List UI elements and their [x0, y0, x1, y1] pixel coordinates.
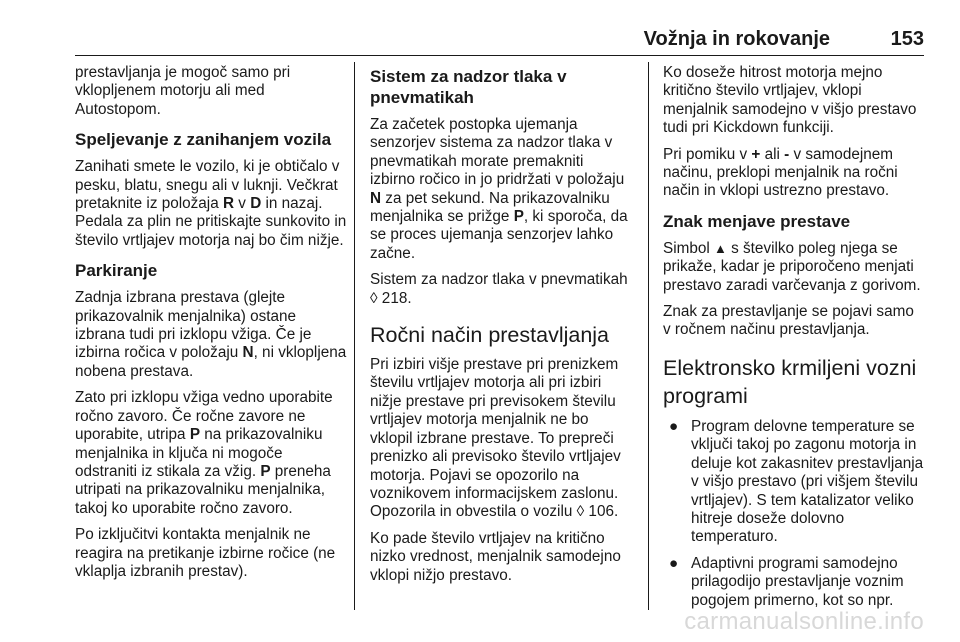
paragraph: Ko pade število vrtljajev na kritično nizko vrednost, menjalnik samodejno vklopi nižjo prestavo.	[370, 529, 621, 584]
paragraph: Simbol ▲ s številko poleg njega se prikaže, kadar je priporočeno menjati prestavo zaradi varčevanja z gorivom.	[663, 239, 921, 294]
header-rule	[75, 55, 924, 56]
running-head-title: Vožnja in rokovanje	[643, 28, 830, 50]
heading-elektronsko: Elektronsko krmiljeni vozni programi	[663, 355, 917, 408]
paragraph: Po izključitvi kontakta menjalnik ne reagira na pretikanje izbirne ročice (ne vklaplja izbranih prestav).	[75, 526, 336, 580]
paragraph: Za začetek postopka ujemanja senzorjev sistema za nadzor tlaka v pnevmatikah morate premakniti izbirno ročico in jo pridržati v položaju N za pet sekund. Na prikazovalniku menjalnika se prižge P, ki sporoča, da se proces ujemanja senzorjev lahko začne.	[370, 116, 628, 262]
bullet-icon: ●	[669, 417, 679, 435]
heading-sistem-tlaka: Sistem za nadzor tlaka v pnevmatikah	[370, 67, 567, 107]
column-divider-1	[354, 62, 355, 610]
paragraph: Ko doseže hitrost motorja mejno kritično število vrtljajev, vklopi menjalnik samodejno v višjo prestavo tudi pri Kickdown funkciji.	[663, 64, 917, 137]
paragraph: prestavljanja je mogoč samo pri vklopljenem motorju ali med Autostopom.	[75, 64, 291, 118]
heading-rocni-nacin: Ročni način prestavljanja	[370, 323, 610, 348]
column-3	[663, 64, 925, 618]
paragraph: Zadnja izbrana prestava (glejte prikazovalnik menjalnika) ostane izbrana tudi pri izklopu vžiga. Če je izbirna ročica v položaju N, ni vklopljena nobena prestava.	[75, 289, 347, 380]
shift-up-arrow-icon: ▲	[714, 240, 727, 256]
paragraph: Zanihati smete le vozilo, ki je obtičalo v pesku, blatu, snegu ali v luknji. Večkrat pretaknite iz položaja R v D in nazaj. Pedala za plin ne pritiskajte sunkovito in število vrtljajev motorja naj bo čim nižje.	[75, 158, 347, 249]
paragraph: Znak za prestavljanje se pojavi samo v ročnem načinu prestavljanja.	[663, 303, 914, 339]
list-item: ● Program delovne temperature se vključi takoj po zagonu motorja in deluje kot zakasnitev prestavljanja v višjo prestavo (pri višjem številu vrtljajev). S tem katalizator veliko hitreje doseže dolovno temperaturo.	[669, 417, 924, 546]
heading-speljevanje: Speljevanje z zanihanjem vozila	[75, 130, 332, 150]
paragraph: Zato pri izklopu vžiga vedno uporabite ročno zavoro. Če ročne zavore ne uporabite, utripa P na prikazovalniku menjalnika in ključa ni mogoče odstraniti iz stikala za vžig. P preneha utripati na prikazovalniku menjalnika, takoj ko uporabite ročno zavoro.	[75, 389, 333, 517]
page-reference-link[interactable]: ◊ 218.	[370, 289, 412, 307]
watermark: carmanualsonline.info	[684, 608, 924, 635]
list-item: ● Adaptivni programi samodejno prilagodijo prestavljanje voznim pogojem primerno, kot so npr.	[669, 554, 904, 609]
bullet-icon: ●	[669, 554, 679, 572]
paragraph: Sistem za nadzor tlaka v pnevmatikah ◊ 218.	[370, 271, 628, 307]
column-2	[370, 64, 632, 593]
heading-parkiranje: Parkiranje	[75, 261, 158, 281]
page-number: 153	[890, 28, 924, 50]
page-reference-link[interactable]: ◊ 106.	[576, 503, 619, 521]
bullet-list	[663, 418, 925, 610]
paragraph: Pri izbiri višje prestave pri prenizkem številu vrtljajev motorja ali pri izbiri nižje prestave pri previsokem številu vrtljajev motorja menjalnik ne bo vklopil izbrane prestave. To prepreči prenizko ali previsoko število vrtljajev motorja. Pojavi se opozorilo na voznikovem informacijskem zaslonu. Opozorila in obvestila o vozilu ◊ 106.	[370, 356, 621, 521]
column-divider-2	[648, 62, 649, 610]
column-1	[75, 64, 347, 589]
heading-znak-menjave: Znak menjave prestave	[663, 211, 851, 231]
page-header	[75, 0, 924, 56]
paragraph: Pri pomiku v + ali - v samodejnem načinu, preklopi menjalnik na ročni način in vklopi ustrezno prestavo.	[663, 145, 898, 200]
